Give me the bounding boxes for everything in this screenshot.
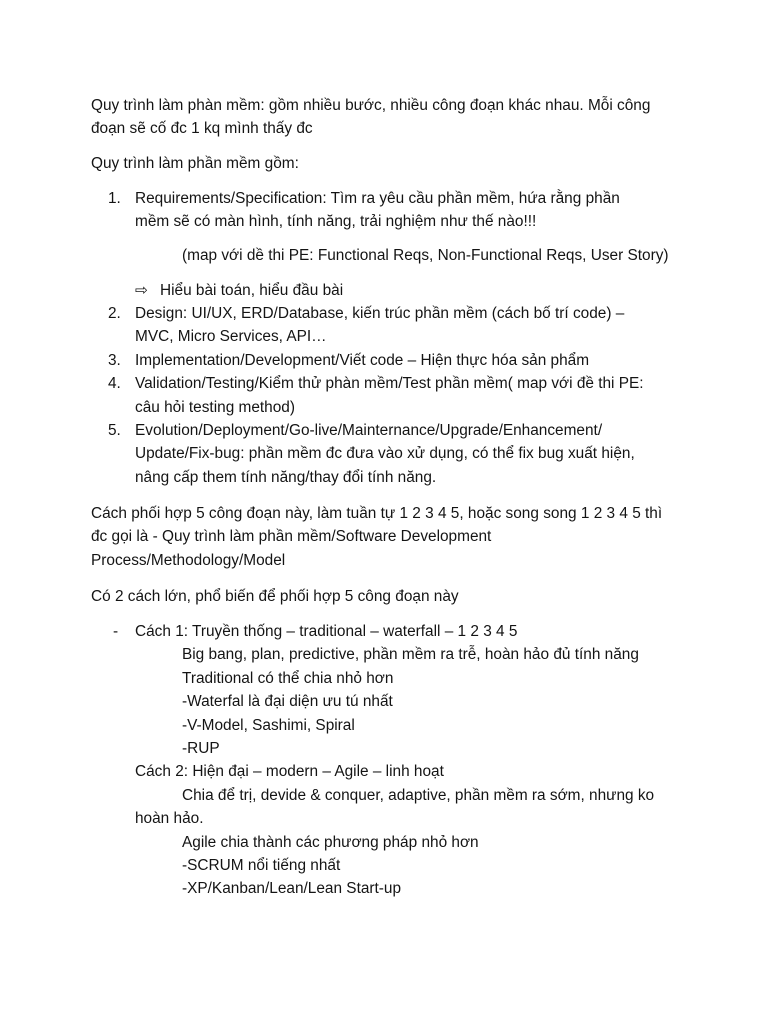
list-item-text: câu hỏi testing method)	[135, 398, 295, 416]
dash-bullet: -	[113, 623, 119, 640]
list-number: 1.	[108, 190, 121, 207]
list-item-text: Implementation/Development/Viết code – Hiện thực hóa sản phẩm	[135, 351, 590, 369]
arrow-right-icon: ⇨	[135, 282, 148, 299]
list-item	[91, 187, 691, 234]
way2-line: -XP/Kanban/Lean/Lean Start-up	[182, 880, 402, 898]
list-item-text: Design: UI/UX, ERD/Database, kiến trúc phần mềm (cách bố trí code) –	[135, 305, 625, 322]
list-item	[91, 620, 691, 901]
list-number: 4.	[108, 375, 121, 393]
list-item-text: mềm sẽ có màn hình, tính năng, trải nghiệm như thế nào!!!	[135, 213, 537, 231]
ways-list	[91, 620, 691, 901]
list-item	[91, 419, 691, 489]
list-item	[91, 302, 691, 349]
arrow-bullet	[135, 279, 655, 302]
list-item-text: Evolution/Deployment/Go-live/Mainternance/Upgrade/Enhancement/	[135, 422, 603, 440]
list-item-text: MVC, Micro Services, API…	[135, 328, 327, 346]
way1-line: -V-Model, Sashimi, Spiral	[182, 716, 355, 734]
map-note: (map với dề thi PE: Functional Reqs, Non-Functional Reqs, User Story)	[182, 247, 669, 264]
way2-line: Chia để trị, devide & conquer, adaptive, phần mềm ra sớm, nhưng ko	[182, 786, 655, 804]
way2-line: Agile chia thành các phương pháp nhỏ hơn	[182, 833, 479, 851]
way2-line: -SCRUM nổi tiếng nhất	[182, 857, 341, 875]
way1-title: Cách 1: Truyền thống – traditional – waterfall – 1 2 3 4 5	[135, 623, 518, 640]
list-item-text: Update/Fix-bug: phần mềm đc đưa vào xử dụng, có thể fix bug xuất hiện,	[135, 445, 635, 463]
way1-line: -RUP	[182, 740, 220, 758]
way1-line: Traditional có thể chia nhỏ hơn	[182, 669, 394, 687]
steps-list	[91, 187, 691, 234]
list-number: 3.	[108, 351, 121, 369]
way1-line: -Waterfal là đại diện ưu tú nhất	[182, 693, 393, 711]
paragraph-line: Process/Methodology/Model	[91, 551, 286, 569]
list-number: 5.	[108, 422, 121, 440]
list-number: 2.	[108, 305, 121, 322]
arrow-bullet-text: Hiểu bài toán, hiểu đầu bài	[160, 282, 344, 299]
way1-line: Big bang, plan, predictive, phần mềm ra trễ, hoàn hảo đủ tính năng	[182, 646, 639, 664]
intro-heading: Quy trình làm phần mềm gồm:	[91, 155, 299, 172]
intro-line: đoạn sẽ cố đc 1 kq mình thấy đc	[91, 120, 313, 138]
combine-paragraph	[91, 502, 691, 572]
list-item	[91, 372, 691, 419]
steps-list-continued	[91, 302, 691, 489]
two-ways-paragraph: Có 2 cách lớn, phổ biến để phối hợp 5 công đoạn này	[91, 588, 459, 605]
list-item-text: nâng cấp them tính năng/thay đổi tính năng.	[135, 468, 437, 486]
list-item-text: Validation/Testing/Kiểm thử phàn mềm/Test phần mềm( map với đề thi PE:	[135, 375, 644, 393]
intro-paragraph	[91, 94, 691, 141]
way2-title: Cách 2: Hiện đại – modern – Agile – linh hoạt	[135, 763, 444, 781]
way2-line: hoàn hảo.	[135, 810, 204, 828]
intro-line: Quy trình làm phàn mềm: gồm nhiều bước, nhiều công đoạn khác nhau. Mỗi công	[91, 97, 651, 114]
list-item-text: Requirements/Specification: Tìm ra yêu cầu phần mềm, hứa rằng phần	[135, 190, 620, 207]
paragraph-line: đc gọi là - Quy trình làm phần mềm/Software Development	[91, 528, 492, 546]
paragraph-line: Cách phối hợp 5 công đoạn này, làm tuần tự 1 2 3 4 5, hoặc song song 1 2 3 4 5 thì	[91, 505, 663, 522]
list-item	[91, 349, 691, 372]
